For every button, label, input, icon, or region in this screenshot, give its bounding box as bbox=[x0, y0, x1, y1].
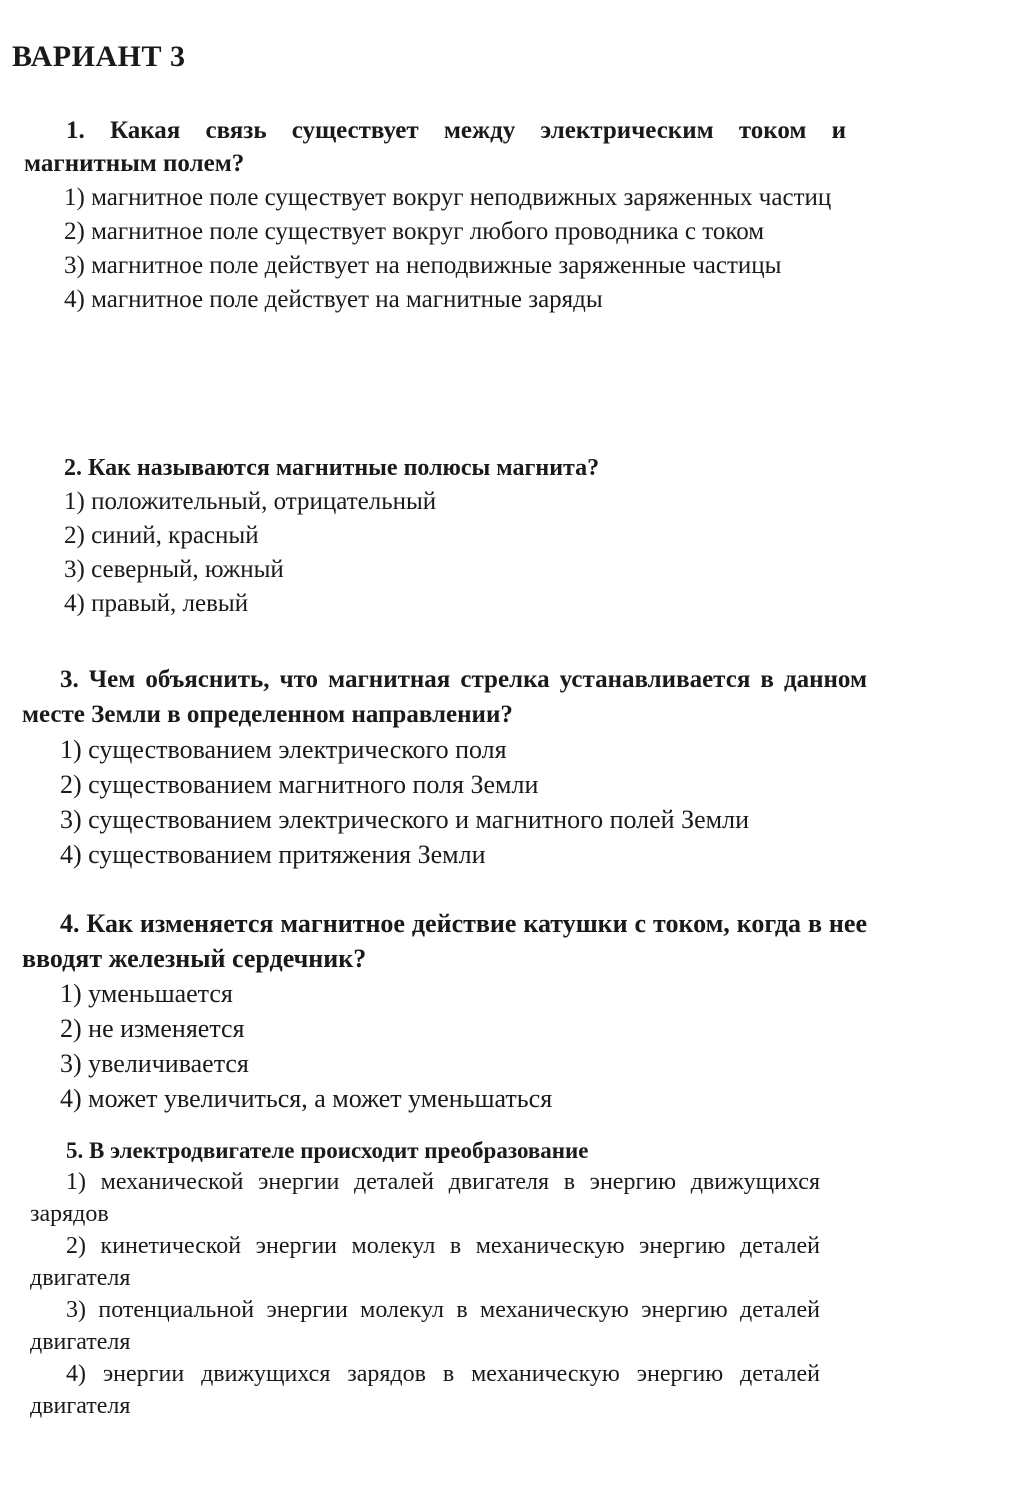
question-2-answer-4: 4) правый, левый bbox=[64, 590, 249, 617]
question-1-answers bbox=[24, 181, 846, 316]
question-4-answers bbox=[22, 976, 867, 1116]
question-4-answer-3: 3) увеличивается bbox=[60, 1049, 249, 1078]
question-2-answer-2: 2) синий, красный bbox=[64, 522, 259, 549]
question-2 bbox=[24, 452, 854, 621]
question-2-text: 2. Как называются магнитные полюсы магнита? bbox=[64, 455, 600, 481]
question-1-text: 1. Какая связь существует между электрическим током и магнитным полем? bbox=[24, 117, 846, 177]
question-3-answer-4: 4) существованием притяжения Земли bbox=[60, 840, 486, 869]
question-2-answer-3: 3) северный, южный bbox=[64, 556, 284, 583]
question-1-answer-2: 2) магнитное поле существует вокруг любого проводника с током bbox=[64, 218, 765, 245]
question-3-answer-1: 1) существованием электрического поля bbox=[60, 735, 507, 764]
question-2-answers bbox=[24, 485, 854, 621]
question-5-answers bbox=[30, 1166, 820, 1422]
question-3-answer-3: 3) существованием электрического и магнитного полей Земли bbox=[60, 805, 749, 834]
question-4-text: 4. Как изменяется магнитное действие катушки с током, когда в нее вводят железный сердечник? bbox=[22, 909, 867, 973]
question-5 bbox=[30, 1136, 820, 1422]
question-5-answer-3: 3) потенциальной энергии молекул в механическую энергию деталей двигателя bbox=[30, 1297, 820, 1355]
question-3 bbox=[22, 662, 867, 872]
question-3-text: 3. Чем объяснить, что магнитная стрелка устанавливается в данном месте Земли в определенном направлении? bbox=[22, 666, 867, 728]
question-1-answer-4: 4) магнитное поле действует на магнитные заряды bbox=[64, 286, 603, 313]
variant-title: ВАРИАНТ 3 bbox=[12, 40, 186, 73]
question-3-answers bbox=[22, 732, 867, 872]
question-4-answer-2: 2) не изменяется bbox=[60, 1014, 245, 1043]
question-1-answer-3: 3) магнитное поле действует на неподвижные заряженные частицы bbox=[64, 252, 782, 279]
question-4-answer-4: 4) может увеличиться, а может уменьшаться bbox=[60, 1084, 553, 1113]
question-4-answer-1: 1) уменьшается bbox=[60, 979, 233, 1008]
question-5-answer-1: 1) механической энергии деталей двигателя в энергию движущихся зарядов bbox=[30, 1169, 820, 1227]
question-5-answer-2: 2) кинетической энергии молекул в механическую энергию деталей двигателя bbox=[30, 1233, 820, 1291]
question-2-answer-1: 1) положительный, отрицательный bbox=[64, 488, 437, 515]
question-3-answer-2: 2) существованием магнитного поля Земли bbox=[60, 770, 539, 799]
question-1-answer-1: 1) магнитное поле существует вокруг неподвижных заряженных частиц bbox=[64, 184, 832, 211]
question-4 bbox=[22, 906, 867, 1116]
question-1 bbox=[24, 114, 846, 316]
question-5-answer-4: 4) энергии движущихся зарядов в механическую энергию деталей двигателя bbox=[30, 1361, 820, 1419]
question-5-text: 5. В электродвигателе происходит преобразование bbox=[66, 1138, 589, 1163]
